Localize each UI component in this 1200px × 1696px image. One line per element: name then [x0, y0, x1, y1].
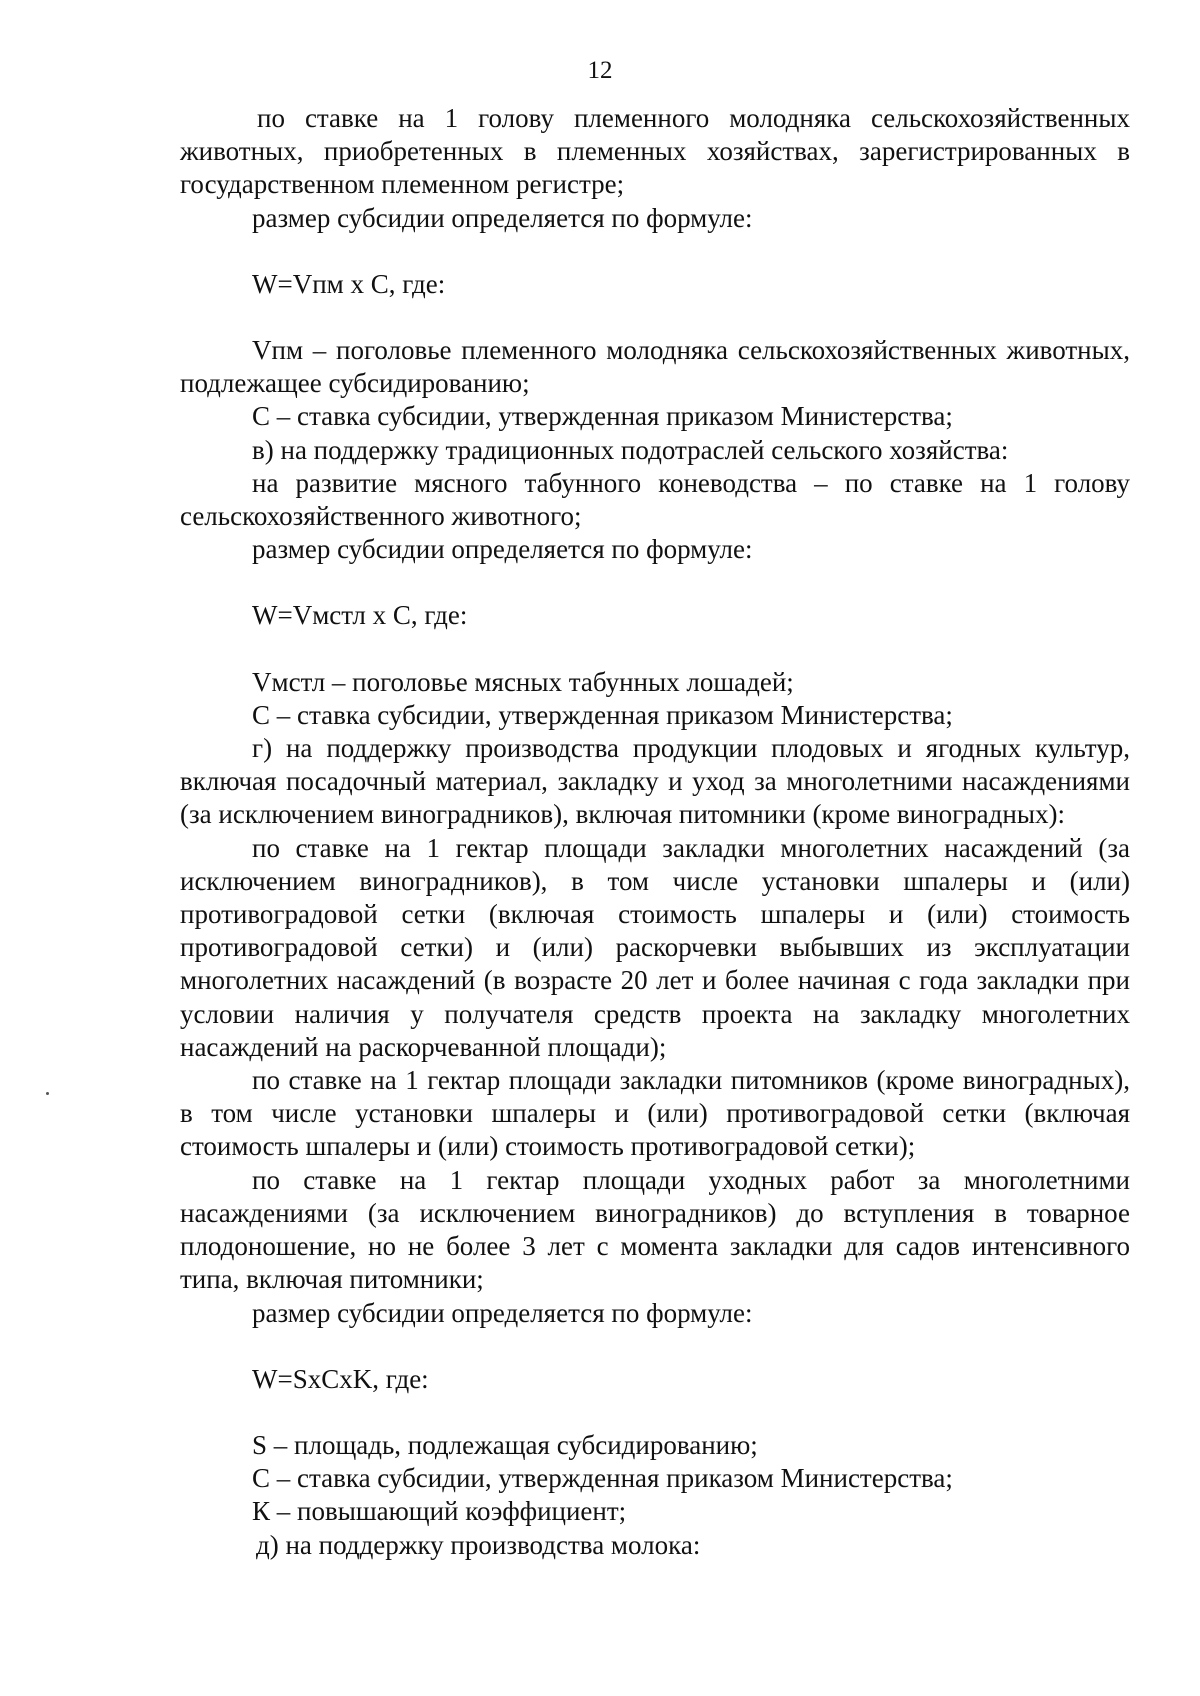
spacer — [180, 566, 1130, 599]
spacer — [180, 301, 1130, 334]
formula: W=Vмстл х С, где: — [252, 600, 468, 631]
paragraph: К – повышающий коэффициент; — [252, 1496, 627, 1527]
paragraph: по ставке на 1 гектар площади уходных работ за многолетними насаждениями (за исключением виноградников) до вступления в товарное плодоношение, но не более 3 лет с момента закладки для садов интенсивного типа, включая питомники; — [180, 1164, 1130, 1295]
paragraph: по ставке на 1 гектар площади закладки питомников (кроме виноградных), в том числе установки шпалеры и (или) противоградовой сетки (включая стоимость шпалеры и (или) стоимость противоградовой сетки); — [180, 1065, 1130, 1162]
document-body — [180, 102, 1130, 1562]
formula: W=SxCxK, где: — [252, 1363, 429, 1394]
spacer — [180, 1330, 1130, 1363]
paragraph: по ставке на 1 голову племенного молодняка сельскохозяйственных животных, приобретенных в племенных хозяйствах, зарегистрированных в государственном племенном регистре; — [180, 103, 1130, 200]
paragraph: размер субсидии определяется по формуле: — [252, 202, 753, 233]
paragraph: С – ставка субсидии, утвержденная приказом Министерства; — [252, 401, 953, 432]
paragraph: S – площадь, подлежащая субсидированию; — [252, 1429, 758, 1460]
paragraph: в) на поддержку традиционных подотраслей сельского хозяйства: — [252, 434, 1009, 465]
spacer — [180, 235, 1130, 268]
paragraph: С – ставка субсидии, утвержденная приказом Министерства; — [252, 699, 953, 730]
spacer — [180, 633, 1130, 666]
paragraph: Vмстл – поголовье мясных табунных лошадей; — [252, 666, 794, 697]
paragraph: по ставке на 1 гектар площади закладки многолетних насаждений (за исключением виноградников), в том числе установки шпалеры и (или) противоградовой сетки (включая стоимость шпалеры и (или) стоимость противоградовой сетки) и (или) раскорчевки выбывших из эксплуатации многолетних насаждений (в возрасте 20 лет и более начиная с года закладки при условии наличия у получателя средств проекта на закладку многолетних насаждений на раскорчеванной площади); — [180, 832, 1130, 1062]
paragraph: С – ставка субсидии, утвержденная приказом Министерства; — [252, 1463, 953, 1494]
paragraph: Vпм – поголовье племенного молодняка сельскохозяйственных животных, подлежащее субсидированию; — [180, 335, 1130, 399]
scan-speck — [46, 1092, 49, 1095]
paragraph: на развитие мясного табунного коневодства – по ставке на 1 голову сельскохозяйственного животного; — [180, 467, 1130, 532]
paragraph: г) на поддержку производства продукции плодовых и ягодных культур, включая посадочный материал, закладку и уход за многолетними насаждениями (за исключением виноградников), включая питомники (кроме виноградных): — [180, 733, 1130, 830]
spacer — [180, 1396, 1130, 1429]
paragraph: размер субсидии определяется по формуле: — [252, 534, 753, 565]
paragraph: д) на поддержку производства молока: — [256, 1529, 701, 1560]
paragraph: размер субсидии определяется по формуле: — [252, 1297, 753, 1328]
page-number: 12 — [587, 57, 613, 84]
formula: W=Vпм х С, где: — [252, 268, 446, 299]
